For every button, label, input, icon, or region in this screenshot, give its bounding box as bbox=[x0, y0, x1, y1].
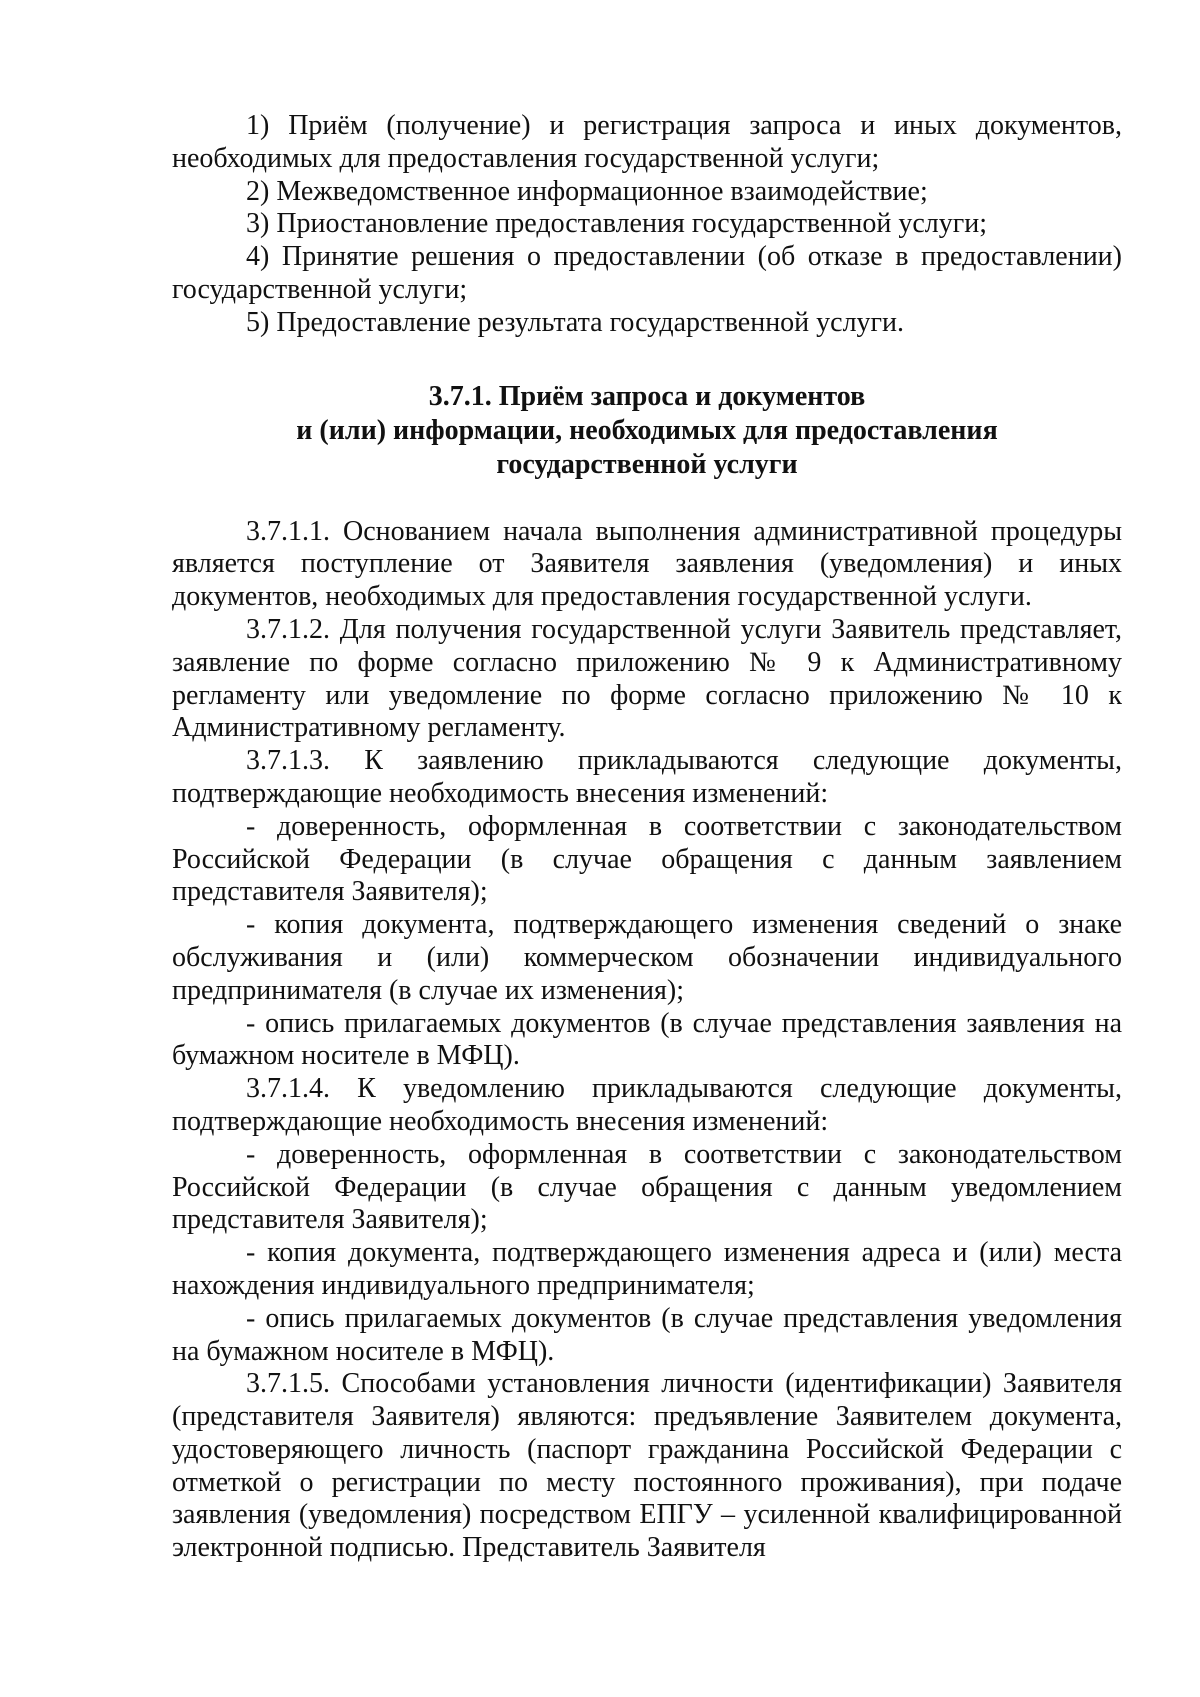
paragraph-3-7-1-2: 3.7.1.2. Для получения государственной услуги Заявитель представляет, заявление по форме согласно приложению № 9 к Административному регламенту или уведомление по форме согласно приложению № 10 к Административному регламенту. bbox=[172, 613, 1122, 744]
section-heading-line-2: и (или) информации, необходимых для предоставления bbox=[296, 414, 998, 446]
list-item-4: 4) Принятие решения о предоставлении (об отказе в предоставлении) государственной услуги; bbox=[172, 241, 1122, 305]
section-heading-line-1: 3.7.1. Приём запроса и документов bbox=[428, 380, 866, 412]
paragraph-3-7-1-1: 3.7.1.1. Основанием начала выполнения административной процедуры является поступление от Заявителя заявления (уведомления) и иных документов, необходимых для предоставления государственной услуги. bbox=[172, 515, 1122, 613]
paragraph-3-7-1-5: 3.7.1.5. Способами установления личности (идентификации) Заявителя (представителя Заявителя) являются: предъявление Заявителем документа, удостоверяющего личность (паспорт гражданина Российской Федерации с отметкой о регистрации по месту постоянного проживания), при подаче заявления (уведомления) посредством ЕПГУ – усиленной квалифицированной электронной подписью. Представитель Заявителя bbox=[172, 1368, 1122, 1564]
list-item-5: 5) Предоставление результата государственной услуги. bbox=[246, 306, 905, 338]
bullet-document-copy-trademark: - копия документа, подтверждающего изменения сведений о знаке обслуживания и (или) коммерческом обозначении индивидуального предпринимателя (в случае их изменения); bbox=[172, 909, 1122, 1006]
bullet-power-of-attorney-application: - доверенность, оформленная в соответствии с законодательством Российской Федерации (в случае обращения с данным заявлением представителя Заявителя); bbox=[172, 810, 1122, 908]
section-heading-line-3: государственной услуги bbox=[496, 448, 798, 480]
bullet-inventory-application: - опись прилагаемых документов (в случае представления заявления на бумажном носителе в МФЦ). bbox=[172, 1007, 1122, 1072]
section-heading bbox=[172, 380, 1122, 482]
bullet-power-of-attorney-notification: - доверенность, оформленная в соответствии с законодательством Российской Федерации (в случае обращения с данным уведомлением представителя Заявителя); bbox=[172, 1138, 1122, 1236]
list-item-2: 2) Межведомственное информационное взаимодействие; bbox=[246, 175, 928, 207]
paragraph-3-7-1-4: 3.7.1.4. К уведомлению прикладываются следующие документы, подтверждающие необходимость внесения изменений: bbox=[172, 1073, 1122, 1137]
list-item-1: 1) Приём (получение) и регистрация запроса и иных документов, необходимых для предоставления государственной услуги; bbox=[172, 110, 1122, 174]
bullet-document-copy-address: - копия документа, подтверждающего изменения адреса и (или) места нахождения индивидуального предпринимателя; bbox=[172, 1237, 1122, 1301]
document-page bbox=[172, 110, 1122, 1565]
bullet-inventory-notification: - опись прилагаемых документов (в случае представления уведомления на бумажном носителе в МФЦ). bbox=[172, 1302, 1122, 1367]
paragraph-3-7-1-3: 3.7.1.3. К заявлению прикладываются следующие документы, подтверждающие необходимость внесения изменений: bbox=[172, 745, 1122, 809]
list-item-3: 3) Приостановление предоставления государственной услуги; bbox=[246, 208, 988, 240]
